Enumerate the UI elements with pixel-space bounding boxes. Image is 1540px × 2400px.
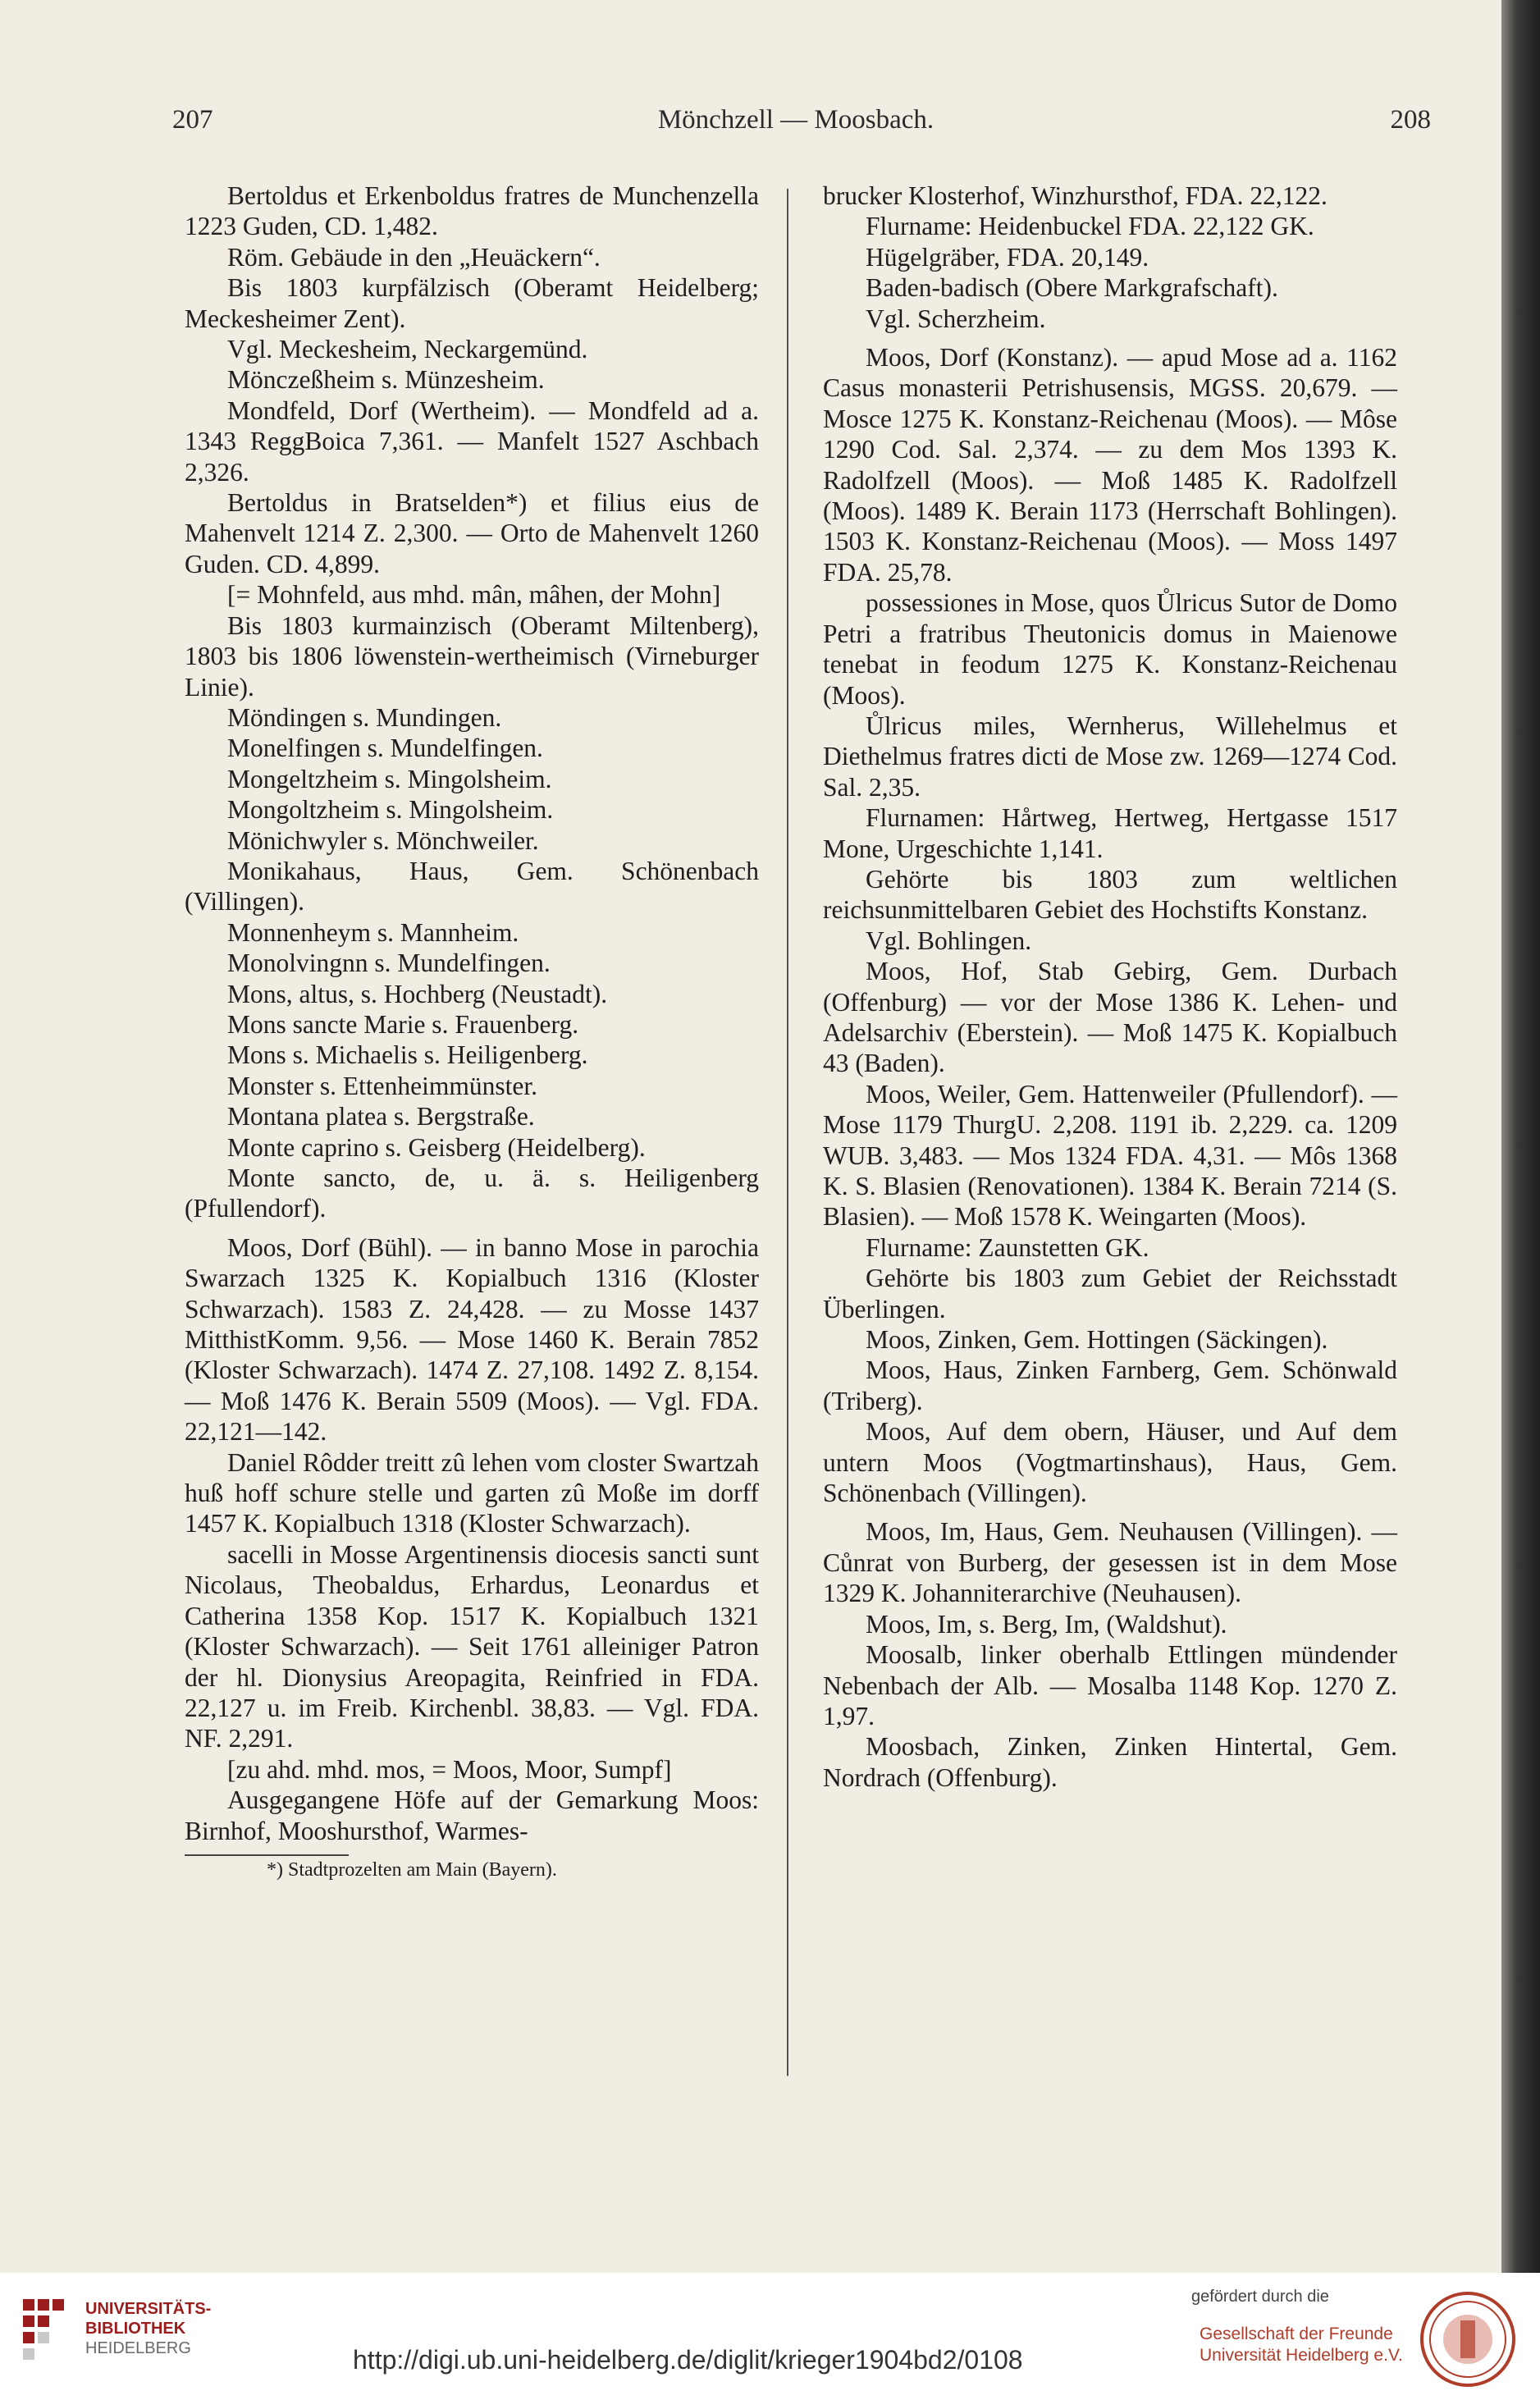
source-url-link[interactable]: http://digi.ub.uni-heidelberg.de/diglit/krieger1904bd2/0108 xyxy=(353,2345,1023,2375)
society-line1: Gesellschaft der Freunde xyxy=(1200,2325,1393,2343)
paragraph: [zu ahd. mhd. mos, = Moos, Moor, Sumpf] xyxy=(227,1754,672,1784)
entry-reference: Möndingen s. Mundingen. xyxy=(227,702,502,732)
paragraph: Röm. Gebäude in den „Heuäckern“. xyxy=(227,242,601,272)
ub-line1: UNIVERSITÄTS- xyxy=(85,2300,212,2318)
paragraph: Bis 1803 kurpfälzisch (Oberamt Heidelberg; Meckesheimer Zent). xyxy=(185,273,759,333)
entry-headword: Moosbach, Zinken, Zinken Hintertal, Gem. Nordrach (Offenburg). xyxy=(823,1732,1397,1792)
paragraph: Gehörte bis 1803 zum weltlichen reichsunmittelbaren Gebiet des Hochstifts Konstanz. xyxy=(823,864,1397,925)
entry-headword: Moos, Weiler, Gem. Hattenweiler (Pfullendorf). — Mose 1179 ThurgU. 2,208. 1191 ib. 2,229. ca. 1209 WUB. 3,483. — Mos 1324 FDA. 4,31. — Môs 1368 K. S. Blasien (Renovationen). 1384 K. Berain 7214 (S. Blasien). — Moß 1578 K. Weingarten (Moos). xyxy=(823,1079,1397,1232)
entry-reference: Montana platea s. Bergstraße. xyxy=(227,1102,535,1131)
left-column xyxy=(185,181,759,1884)
paragraph: Vgl. Scherzheim. xyxy=(866,304,1046,333)
funded-by-text: gefördert durch die xyxy=(1191,2288,1329,2306)
entry-headword: Moos, Dorf (Konstanz). — apud Mose ad a. 1162 Casus monasterii Petrishusensis, MGSS. 20,679. — Mosce 1275 K. Konstanz-Reichenau (Moos). — Môse 1290 Cod. Sal. 2,374. — zu dem Mos 1393 K. Radolfzell (Moos). — Moß 1485 K. Radolfzell (Moos). 1489 K. Berain 1173 (Herrschaft Bohlingen). 1503 K. Konstanz-Reichenau (Moos). — Moss 1497 FDA. 25,78. xyxy=(823,343,1397,587)
entry-reference: Mönczeßheim s. Münzesheim. xyxy=(227,365,545,395)
paragraph: Bertoldus in Bratselden*) et filius eius de Mahenvelt 1214 Z. 2,300. — Orto de Mahenvelt 1260 Guden. CD. 4,899. xyxy=(185,488,759,578)
entry-reference: Monolvingnn s. Mundelfingen. xyxy=(227,949,551,978)
entry-headword: Moos, Im, s. Berg, Im, (Waldshut). xyxy=(866,1609,1227,1639)
running-header xyxy=(156,105,1436,151)
ub-line3: HEIDELBERG xyxy=(85,2339,191,2357)
paragraph: Hügelgräber, FDA. 20,149. xyxy=(866,242,1149,272)
entry-reference: Mongoltzheim s. Mingolsheim. xyxy=(227,795,554,825)
entry-headword: Monikahaus, Haus, Gem. Schönenbach (Villingen). xyxy=(185,856,759,917)
entry-headword: Moosalb, linker oberhalb Ettlingen mündender Nebenbach der Alb. — Mosalba 1148 Kop. 1270 Z. 1,97. xyxy=(823,1640,1397,1730)
paragraph: possessiones in Mose, quos Ůlricus Sutor de Domo Petri a fratribus Theutonicis domus in Maienowe tenebat in feodum 1275 K. Konstanz-Reichenau (Moos). xyxy=(823,588,1397,710)
paragraph: [= Mohnfeld, aus mhd. mân, mâhen, der Mohn] xyxy=(227,580,721,610)
paragraph: Flurname: Zaunstetten GK. xyxy=(866,1232,1149,1262)
entry-reference: Mongeltzheim s. Mingolsheim. xyxy=(227,764,552,793)
book-spine-edge xyxy=(1501,0,1540,2273)
paragraph: sacelli in Mosse Argentinensis diocesis sancti sunt Nicolaus, Theobaldus, Erhardus, Leonardus et Catherina 1358 Kop. 1517 K. Kopialbuch 1321 (Kloster Schwarzach). — Seit 1761 alleiniger Patron der hl. Dionysius Areopagita, Reinfried in FDA. 22,127 u. im Freib. Kirchenbl. 38,83. — Vgl. FDA. NF. 2,291. xyxy=(185,1539,759,1753)
paragraph: Vgl. Meckesheim, Neckargemünd. xyxy=(227,335,588,364)
entry-reference: Mons, altus, s. Hochberg (Neustadt). xyxy=(227,979,608,1008)
paragraph: Vgl. Bohlingen. xyxy=(866,926,1032,955)
entry-reference: Mons s. Michaelis s. Heiligenberg. xyxy=(227,1040,588,1070)
digitization-footer xyxy=(0,2273,1540,2400)
society-line2: Universität Heidelberg e.V. xyxy=(1200,2346,1403,2365)
entry-reference: Monte caprino s. Geisberg (Heidelberg). xyxy=(227,1132,646,1162)
entry-reference: Monnenheym s. Mannheim. xyxy=(227,917,519,947)
page-number-left: 207 xyxy=(172,105,213,135)
entry-reference: Monster s. Ettenheimmünster. xyxy=(227,1071,537,1100)
footnote: *) Stadtprozelten am Main (Bayern). xyxy=(267,1858,557,1881)
entry-headword: Moos, Hof, Stab Gebirg, Gem. Durbach (Offenburg) — vor der Mose 1386 K. Lehen- und Adelsarchiv (Eberstein). — Moß 1475 K. Kopialbuch 43 (Baden). xyxy=(823,957,1397,1078)
page-number-right: 208 xyxy=(1390,105,1431,135)
right-column xyxy=(823,181,1397,1793)
entry-headword: Moos, Auf dem obern, Häuser, und Auf dem untern Moos (Vogtmartinshaus), Haus, Gem. Schönenbach (Villingen). xyxy=(823,1417,1397,1508)
entry-headword: Moos, Dorf (Bühl). — in banno Mose in parochia Swarzach 1325 K. Kopialbuch 1316 (Kloster Schwarzach). 1583 Z. 24,428. — zu Mosse 1437 MitthistKomm. 9,56. — Mose 1460 K. Berain 7852 (Kloster Schwarzach). 1474 Z. 27,108. 1492 Z. 8,154. — Moß 1476 K. Berain 5509 (Moos). — Vgl. FDA. 22,121—142. xyxy=(185,1232,759,1447)
paragraph: Flurnamen: Hårtweg, Hertweg, Hertgasse 1517 Mone, Urgeschichte 1,141. xyxy=(823,803,1397,863)
paragraph: Bertoldus et Erkenboldus fratres de Munchenzella 1223 Guden, CD. 1,482. xyxy=(185,181,759,241)
paragraph: Ůlricus miles, Wernherus, Willehelmus et Diethelmus fratres dicti de Mose zw. 1269—1274 Cod. Sal. 2,35. xyxy=(823,711,1397,802)
ub-line2: BIBLIOTHEK xyxy=(85,2320,186,2338)
paragraph: Daniel Rôdder treitt zû lehen vom closter Swartzah huß hoff schure stelle und garten zû Moße im dorff 1457 K. Kopialbuch 1318 (Kloster Schwarzach). xyxy=(185,1447,759,1538)
paragraph: Flurname: Heidenbuckel FDA. 22,122 GK. xyxy=(866,212,1314,241)
paragraph: Bis 1803 kurmainzisch (Oberamt Miltenberg), 1803 bis 1806 löwenstein-wertheimisch (Virneburger Linie). xyxy=(185,610,759,702)
paragraph: Gehörte bis 1803 zum Gebiet der Reichsstadt Überlingen. xyxy=(823,1264,1397,1323)
entry-reference: Mönichwyler s. Mönchweiler. xyxy=(227,825,539,855)
paragraph: Ausgegangene Höfe auf der Gemarkung Moos: Birnhof, Mooshursthof, Warmes- xyxy=(185,1785,759,1845)
university-seal-icon xyxy=(1419,2291,1516,2388)
entry-reference: Monte sancto, de, u. ä. s. Heiligenberg (Pfullendorf). xyxy=(185,1163,759,1223)
entry-headword: Mondfeld, Dorf (Wertheim). — Mondfeld ad a. 1343 ReggBoica 7,361. — Manfelt 1527 Aschbach 2,326. xyxy=(185,395,759,487)
paragraph: Baden-badisch (Obere Markgrafschaft). xyxy=(866,273,1278,303)
entry-reference: Mons sancte Marie s. Frauenberg. xyxy=(227,1009,579,1039)
running-title: Mönchzell — Moosbach. xyxy=(657,105,935,135)
university-library-logo-icon xyxy=(23,2299,72,2361)
university-library-name xyxy=(85,2299,211,2358)
column-divider xyxy=(787,189,788,2076)
entry-headword: Moos, Im, Haus, Gem. Neuhausen (Villingen). — Cůnrat von Burberg, der gesessen ist in dem Mose 1329 K. Johanniterarchive (Neuhausen). xyxy=(823,1517,1397,1608)
entry-headword: Moos, Zinken, Gem. Hottingen (Säckingen). xyxy=(866,1325,1328,1355)
entry-reference: Monelfingen s. Mundelfingen. xyxy=(227,734,543,763)
entry-headword: Moos, Haus, Zinken Farnberg, Gem. Schönwald (Triberg). xyxy=(823,1355,1397,1415)
paragraph-continued: brucker Klosterhof, Winzhursthof, FDA. 22,122. xyxy=(823,181,1328,210)
society-name xyxy=(1200,2324,1403,2366)
